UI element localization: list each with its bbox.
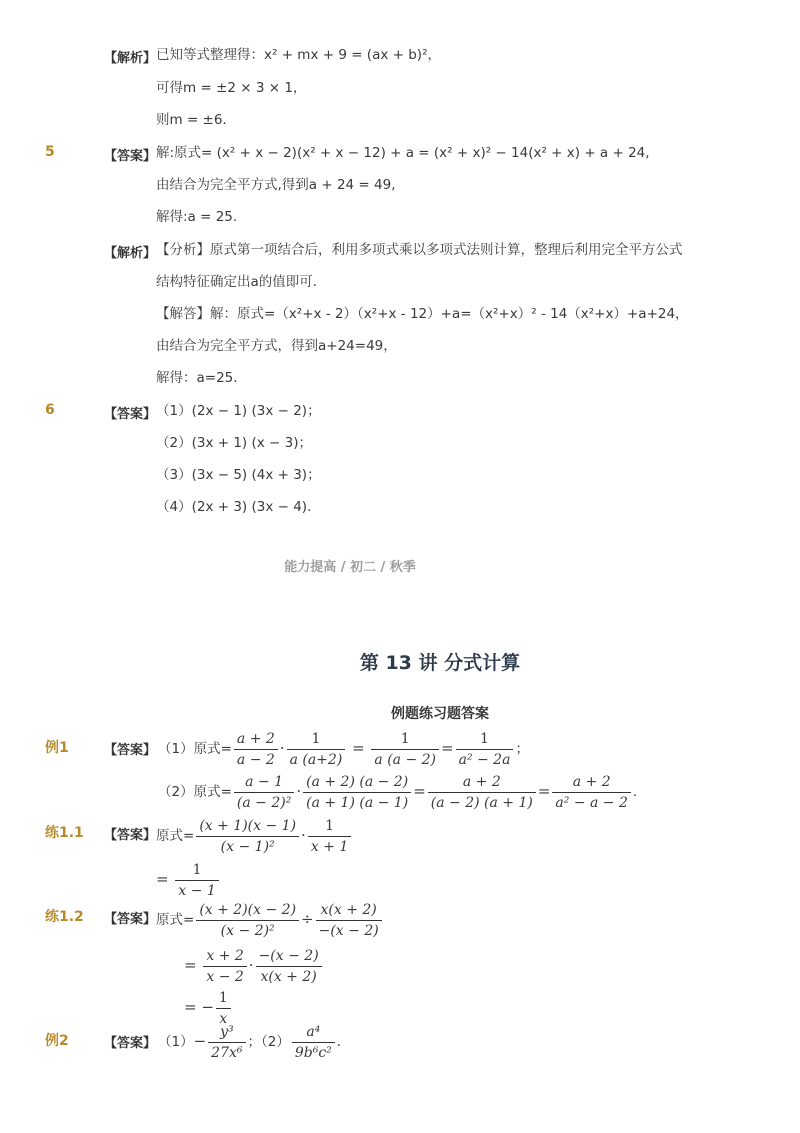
text-line: （3）(3x − 5) (4x + 3)； [156, 467, 321, 483]
text-line: 解得：a=25． [156, 370, 247, 386]
math-line: （1）原式= $\frac{a + 2}{a - 2}$ · $\frac{1}{a (a+2)}$ = $\frac{1}{a (a - 2)}$ = $\frac{1}{\text{a² − 2a}}$ ； [158, 730, 529, 768]
text-line: 已知等式整理得：x² + mx + 9 = (ax + b)²， [156, 47, 441, 63]
example-number: 例2 [45, 1033, 69, 1049]
text-line: 解:原式= (x² + x − 2)(x² + x − 12) + a = (x² + x)² − 14(x² + x) + a + 24, [156, 145, 650, 161]
math-line: （1）− $\frac{\text{y³}}{\text{27x⁶}}$ ；（2） $\frac{\text{a⁴}}{\text{9b⁶c²}}$ ． [158, 1023, 351, 1061]
answer-tag: 【答案】 [104, 149, 157, 164]
jiexi-tag: 【解析】 [104, 51, 157, 66]
text-line: （1）(2x − 1) (3x − 2)； [156, 403, 321, 419]
example-number: 练1.1 [45, 825, 84, 841]
page-title: 第 13 讲 分式计算 [359, 652, 521, 674]
math-line: 原式= $\frac{(x + 1)(x - 1)}{\text{(x − 1)²}}$ · $\frac{1}{x + 1}$ [156, 814, 353, 857]
question-number: 5 [45, 144, 55, 160]
jiexi-tag: 【解析】 [104, 246, 157, 261]
answer-tag: 【答案】 [104, 407, 157, 422]
text-line: 解得:a = 25. [156, 209, 238, 225]
math-line: = − $\frac{1}{x}$ [184, 986, 233, 1029]
answer-tag: 【答案】 [104, 743, 157, 758]
answer-tag: 【答案】 [104, 912, 157, 927]
page-footer: 能力提高 / 初二 / 秋季 [284, 560, 416, 575]
text-line: 由结合为完全平方式，得到a+24=49， [156, 338, 397, 354]
text-line: （4）(2x + 3) (3x − 4)． [156, 499, 321, 515]
math-line: 原式= $\frac{(x + 2)(x - 2)}{\text{(x − 2)²}}$ ÷ $\frac{x(x + 2)}{-(x - 2)}$ [156, 898, 384, 941]
text-line: 则m = ±6． [156, 112, 236, 128]
example-number: 练1.2 [45, 909, 84, 925]
text-line: 【分析】原式第一项结合后，利用多项式乘以多项式法则计算，整理后利用完全平方公式 [156, 242, 683, 258]
math-line: （2）原式= $\frac{a - 1}{\text{(a − 2)²}}$ · $\frac{(a + 2) (a - 2)}{(a + 1) (a - 1)}$ = $\frac{a + 2}{(a - 2) (a + 1)}$ = $\frac{a + 2}{\text{a² − a − 2}}$ ． [158, 773, 647, 811]
text-line: 可得m = ±2 × 3 × 1， [156, 80, 307, 96]
text-line: （2）(3x + 1) (x − 3)； [156, 435, 312, 451]
question-number: 6 [45, 402, 55, 418]
answer-tag: 【答案】 [104, 828, 157, 843]
section-subtitle: 例题练习题答案 [391, 706, 489, 722]
text-line: 【解答】解：原式=（x²+x - 2）（x²+x - 12）+a=（x²+x）² - 14（x²+x）+a+24， [156, 306, 689, 322]
math-line: = $\frac{1}{x - 1}$ [156, 858, 221, 901]
example-number: 例1 [45, 740, 69, 756]
text-line: 由结合为完全平方式,得到a + 24 = 49, [156, 177, 396, 193]
text-line: 结构特征确定出a的值即可． [156, 274, 327, 290]
math-line: = $\frac{x + 2}{x - 2}$ · $\frac{-(x - 2)}{x(x + 2)}$ [184, 944, 324, 987]
answer-tag: 【答案】 [104, 1036, 157, 1051]
